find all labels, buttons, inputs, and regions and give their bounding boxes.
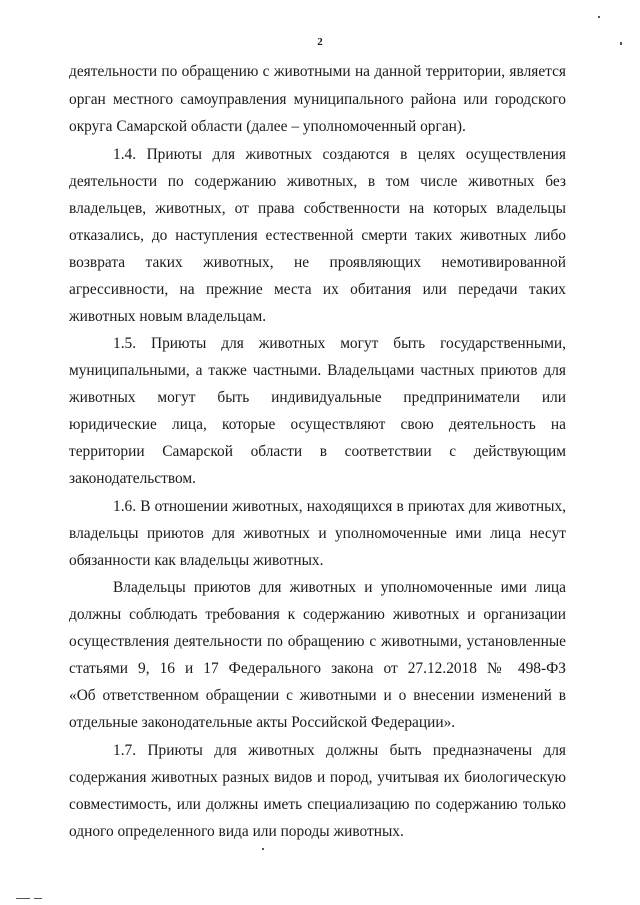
text-line: орган местного самоуправления муниципального района или городского [69,91,566,108]
text-line: возврата таких животных, не проявляющих немотивированной [69,254,566,271]
text-line: владельцев, животных, от права собственности на которых владельцы [69,200,566,217]
scan-speck [620,42,622,45]
paragraph-owners-first-line: Владельцы приютов для животных и уполномоченные ими лица [113,579,566,596]
scan-speck [34,898,42,899]
text-line: статьями 9, 16 и 17 Федерального закона от 27.12.2018 № 498-ФЗ [69,660,566,677]
text-line: обязанности как владельцы животных. [69,552,324,569]
text-line: совместимость, или должны иметь специализацию по содержанию только [69,796,566,813]
text-line: муниципальными, а также частными. Владельцами частных приютов для [69,362,566,379]
scan-speck [16,898,30,899]
scan-speck [598,16,600,18]
paragraph-1-5-first-line: 1.5. Приюты для животных могут быть государственными, [113,335,566,352]
paragraph-1-6-first-line: 1.6. В отношении животных, находящихся в приютах для животных, [113,498,566,515]
text-line: округа Самарской области (далее – уполномоченный орган). [69,118,466,135]
text-line: территории Самарской области в соответствии с действующим [69,443,566,460]
text-line: отказались, до наступления естественной смерти таких животных либо [69,227,566,244]
paragraph-1-4-first-line: 1.4. Приюты для животных создаются в целях осуществления [113,146,566,163]
text-line: осуществления деятельности по обращению с животными, установленные [69,633,566,650]
page-number: 2 [317,36,323,48]
text-line: агрессивности, на прежние места их обитания или передачи таких [69,281,566,298]
text-line: юридические лица, которые осуществляют свою деятельность на [69,416,566,433]
text-line: содержания животных разных видов и пород, учитывая их биологическую [69,769,566,786]
text-line: должны соблюдать требования к содержанию животных и организации [69,606,566,623]
scan-speck [262,848,264,850]
text-line: одного определенного вида или породы животных. [69,823,404,840]
text-line: отдельные законодательные акты Российской Федерации». [69,714,456,731]
text-line: законодательством. [69,470,197,487]
text-line: «Об ответственном обращении с животными и о внесении изменений в [69,687,566,704]
text-line: владельцы приютов для животных и уполномоченные ими лица несут [69,525,566,542]
text-line: деятельности по обращению с животными на данной территории, является [69,63,566,80]
text-line: животных могут быть индивидуальные предприниматели или [69,389,566,406]
text-line: животных новым владельцам. [69,308,267,325]
text-line: деятельности по содержанию животных, в том числе животных без [69,173,566,190]
paragraph-1-7-first-line: 1.7. Приюты для животных должны быть предназначены для [113,742,566,759]
